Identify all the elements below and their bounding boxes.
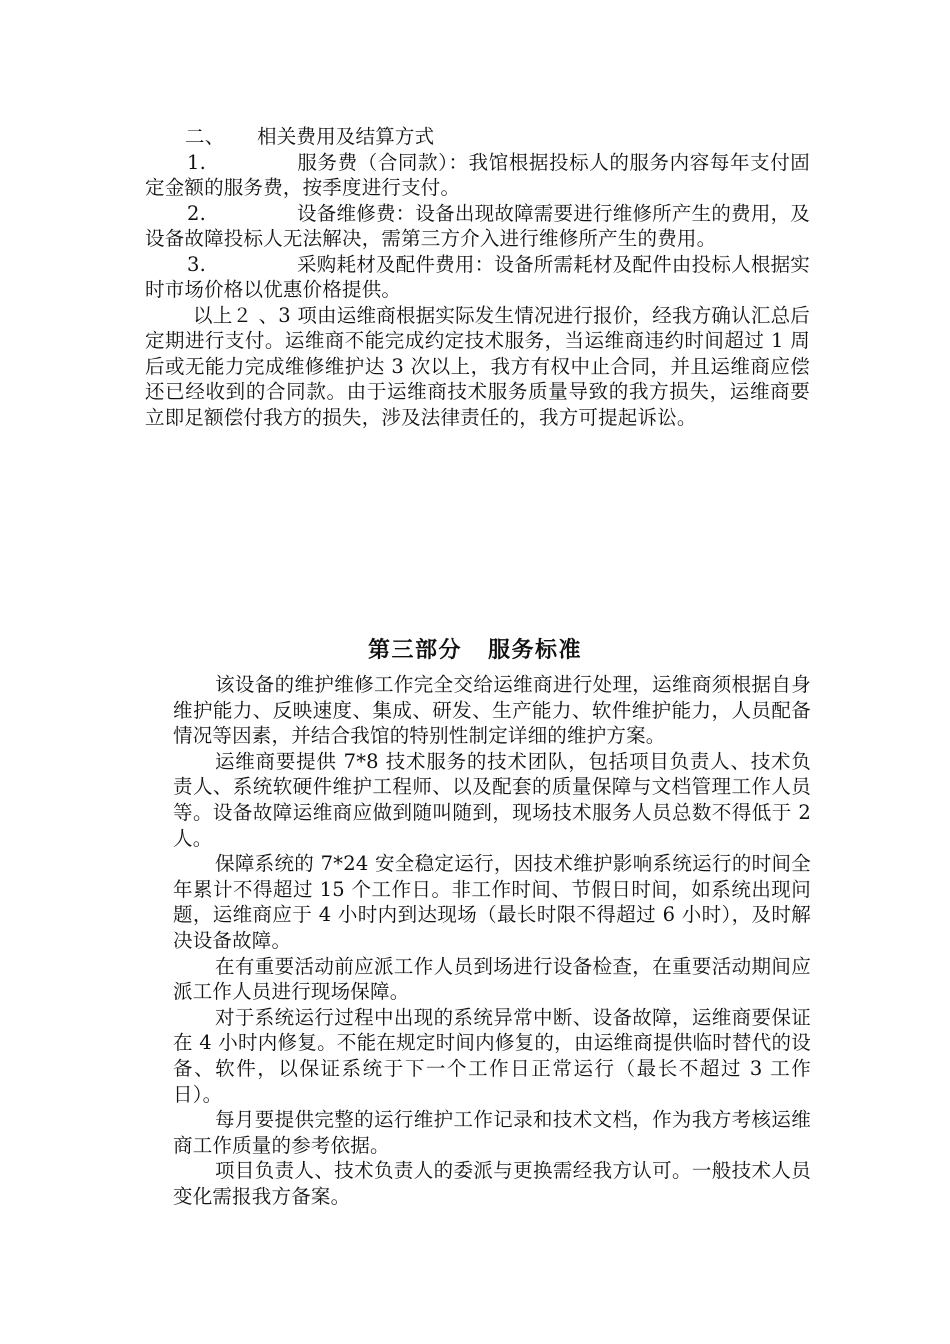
section-heading-text: 相关费用及结算方式 — [257, 125, 435, 148]
standard-paragraph: 保障系统的 7*24 安全稳定运行，因技术维护影响系统运行的时间全年累计不得超过 15 个工作日。非工作时间、节假日时间，如系统出现问题，运维商应于 4 小时内到达现场（最长时限不得超过 6 小时），及时解决设备故障。 — [173, 852, 811, 952]
fees-summary-paragraph: 以上２ 、3 项由运维商根据实际发生情况进行报价，经我方确认汇总后定期进行支付。运维商不能完成约定技术服务，当运维商违约时间超过 1 周后或无能力完成维修维护达 3 次以上，我方有权中止合同，并且运维商应偿还已经收到的合同款。由于运维商技术服务质量导致的我方损失，运维商要立即足额偿付我方的损失，涉及法律责任的，我方可提起诉讼。 — [145, 303, 810, 429]
standard-paragraph: 项目负责人、技术负责人的委派与更换需经我方认可。一般技术人员变化需报我方备案。 — [173, 1159, 811, 1208]
part-three-heading: 服务标准 — [488, 637, 583, 663]
fee-item-number: 1. — [187, 150, 207, 174]
section-heading — [145, 124, 810, 150]
part-three-label: 第三部分 — [367, 637, 462, 663]
fee-item-text: 设备维修费：设备出现故障需要进行维修所产生的费用，及设备故障投标人无法解决，需第三方介入进行维修所产生的费用。 — [145, 201, 810, 250]
standard-paragraph: 每月要提供完整的运行维护工作记录和技术文档，作为我方考核运维商工作质量的参考依据。 — [173, 1108, 811, 1157]
standard-paragraph: 在有重要活动前应派工作人员到场进行设备检查，在重要活动期间应派工作人员进行现场保障。 — [173, 954, 811, 1004]
section-heading-number: 二、 — [185, 125, 225, 148]
fee-item-text: 服务费（合同款）：我馆根据投标人的服务内容每年支付固定金额的服务费，按季度进行支付。 — [145, 150, 810, 199]
fee-item-service — [145, 150, 810, 201]
fee-item-consumables — [145, 252, 810, 303]
fees-section — [145, 124, 810, 430]
fee-item-number: 2. — [187, 201, 207, 225]
fee-item-repair — [145, 201, 810, 252]
fee-item-number: 3. — [187, 252, 207, 276]
standard-paragraph: 运维商要提供 7*8 技术服务的技术团队，包括项目负责人、技术负责人、系统软硬件维护工程师、以及配套的质量保障与文档管理工作人员等。设备故障运维商应做到随叫随到，现场技术服务人员总数不得低于 2 人。 — [173, 749, 811, 850]
standard-paragraph: 该设备的维护维修工作完全交给运维商进行处理，运维商须根据自身维护能力、反映速度、集成、研发、生产能力、软件维护能力，人员配备情况等因素，并结合我馆的特别性制定详细的维护方案。 — [173, 673, 811, 748]
standard-paragraph: 对于系统运行过程中出现的系统异常中断、设备故障，运维商要保证在 4 小时内修复。不能在规定时间内修复的，由运维商提供临时替代的设备、软件，以保证系统于下一个工作日正常运行（最长不超过 3 工作日）。 — [173, 1005, 811, 1106]
fee-item-text: 采购耗材及配件费用：设备所需耗材及配件由投标人根据实时市场价格以优惠价格提供。 — [145, 252, 810, 301]
service-standard-section — [173, 672, 811, 1209]
part-three-title — [0, 633, 950, 664]
